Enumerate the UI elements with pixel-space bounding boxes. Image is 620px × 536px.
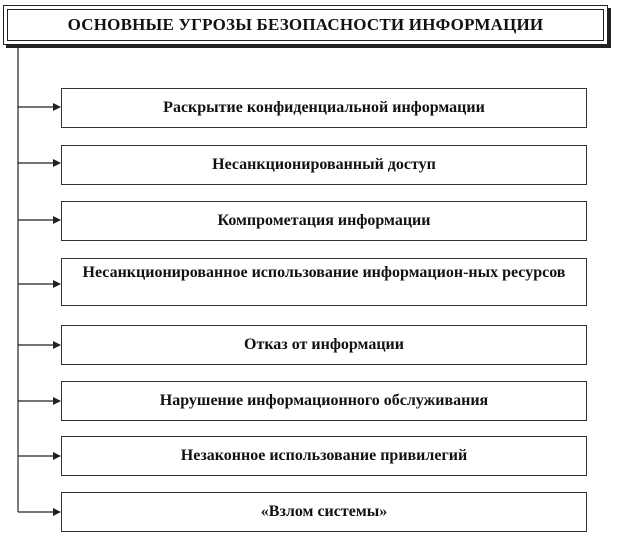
threat-item-disclosure: Раскрытие конфиденциальной информации	[61, 88, 587, 128]
threat-item-privilege-misuse: Незаконное использование привилегий	[61, 436, 587, 476]
threat-item-unauthorized-resource-use: Несанкционированное использование информацион-ных ресурсов	[61, 258, 587, 306]
diagram-title: ОСНОВНЫЕ УГРОЗЫ БЕЗОПАСНОСТИ ИНФОРМАЦИИ	[7, 9, 604, 41]
threat-item-repudiation: Отказ от информации	[61, 325, 587, 365]
threat-item-unauthorized-access: Несанкционированный доступ	[61, 145, 587, 185]
threat-item-service-disruption: Нарушение информационного обслуживания	[61, 381, 587, 421]
threat-item-system-hack: «Взлом системы»	[61, 492, 587, 532]
threat-item-compromise: Компрометация информации	[61, 201, 587, 241]
